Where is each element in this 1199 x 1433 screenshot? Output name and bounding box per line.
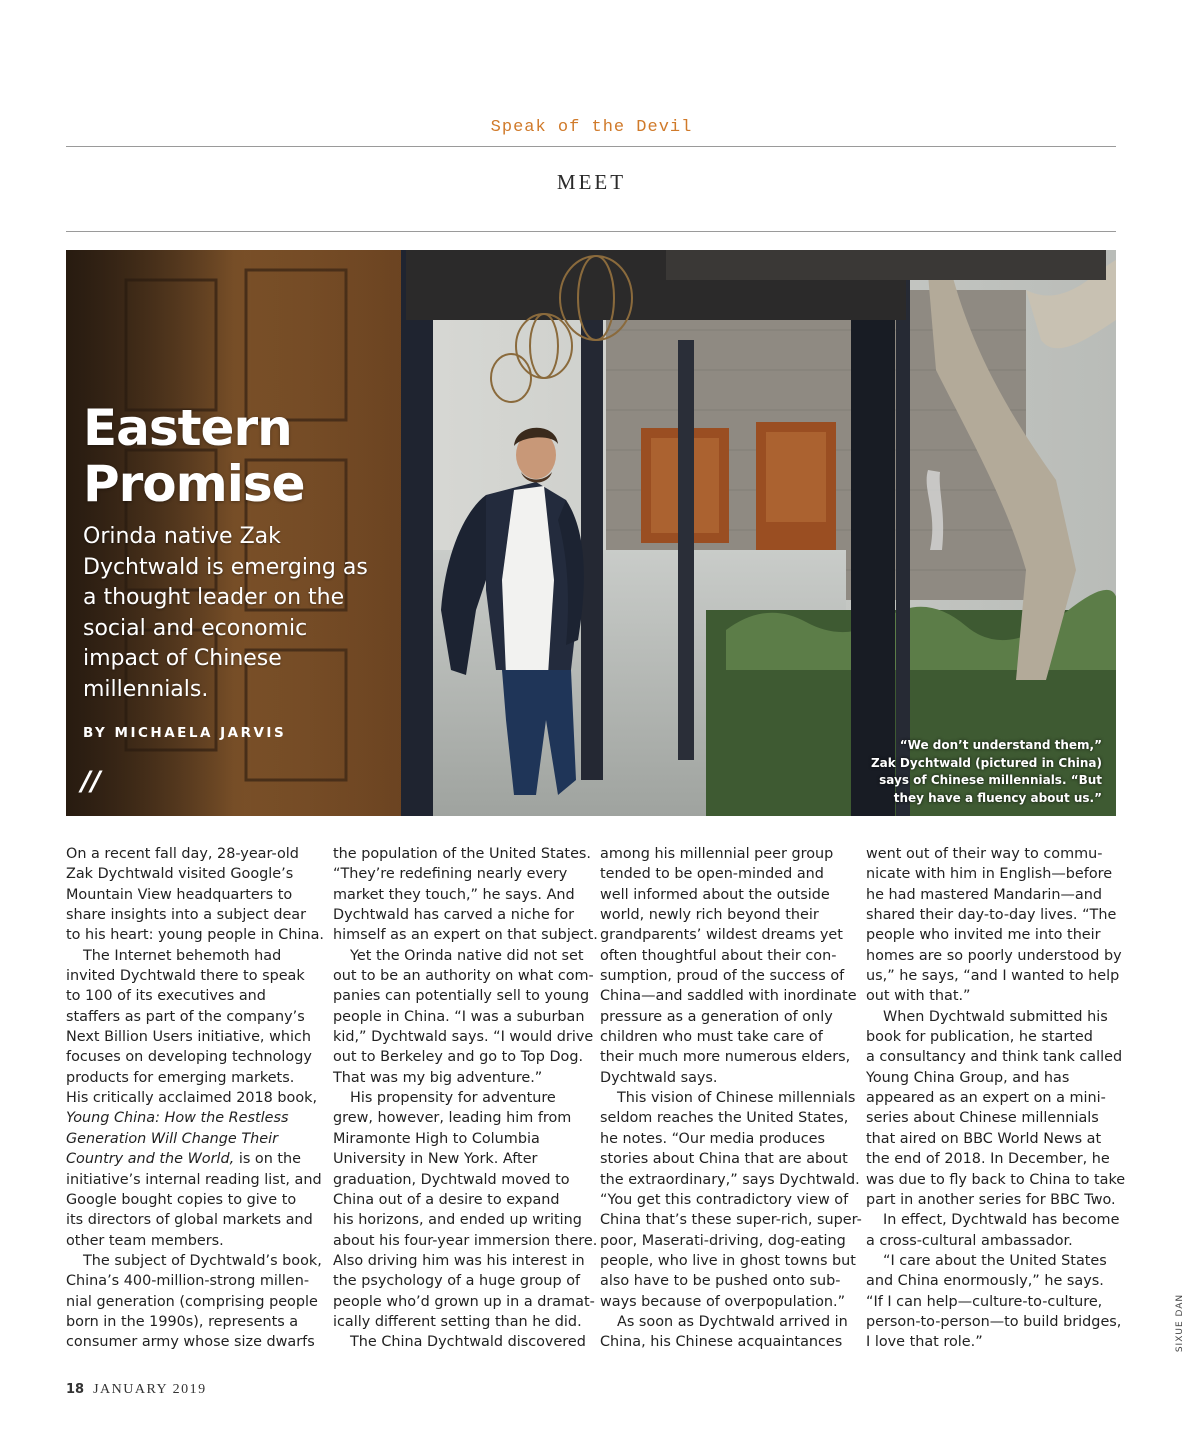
slash-mark: // xyxy=(81,766,101,797)
body-line: poor, Maserati-driving, dog-eating xyxy=(600,1232,846,1249)
body-line: grandparents’ wildest dreams yet xyxy=(600,927,843,944)
body-line: invited Dychtwald there to speak xyxy=(66,968,305,985)
body-line: grew, however, leading him from xyxy=(333,1110,572,1127)
body-line: children who must take care of xyxy=(600,1029,823,1046)
body-line: “If I can help—culture-to-culture, xyxy=(866,1293,1103,1310)
body-line: the end of 2018. In December, he xyxy=(866,1151,1110,1168)
body-line: ically different setting than he did. xyxy=(333,1313,582,1330)
body-line: Zak Dychtwald visited Google’s xyxy=(66,866,294,883)
book-title-line: Generation Will Change Their xyxy=(66,1130,279,1147)
body-line: people who’d grown up in a dramat- xyxy=(333,1293,595,1310)
body-line: their much more numerous elders, xyxy=(600,1049,851,1066)
body-line: appeared as an expert on a mini- xyxy=(866,1090,1106,1107)
body-line: homes are so poorly understood by xyxy=(866,947,1122,964)
body-line: Young China Group, and has xyxy=(866,1069,1070,1086)
body-line: out with that.” xyxy=(866,988,971,1005)
body-text: is on the xyxy=(234,1151,302,1168)
caption-line: Zak Dychtwald (pictured in China) xyxy=(870,755,1102,770)
body-line: University in New York. After xyxy=(333,1151,538,1168)
body-line: to 100 of its executives and xyxy=(66,988,266,1005)
body-column-3 xyxy=(600,844,862,1353)
body-column-4 xyxy=(866,844,1126,1353)
hero-photo xyxy=(66,250,1116,816)
caption-line: says of Chinese millennials. “But xyxy=(879,773,1102,787)
body-line: China—and saddled with inordinate xyxy=(600,988,857,1005)
byline: BY MICHAELA JARVIS xyxy=(83,725,287,741)
body-column-1 xyxy=(66,844,324,1353)
body-line: well informed about the outside xyxy=(600,886,830,903)
body-line: people in China. “I was a suburban xyxy=(333,1008,585,1025)
body-line: series about Chinese millennials xyxy=(866,1110,1099,1127)
body-line: focuses on developing technology xyxy=(66,1049,312,1066)
body-line: other team members. xyxy=(66,1232,224,1249)
body-line: book for publication, he started xyxy=(866,1029,1093,1046)
body-line: Miramonte High to Columbia xyxy=(333,1130,540,1147)
body-line: Yet the Orinda native did not set xyxy=(350,947,584,964)
body-line: about his four-year immersion there. xyxy=(333,1232,598,1249)
body-line: The China Dychtwald discovered xyxy=(350,1334,586,1351)
body-line: kid,” Dychtwald says. “I would drive xyxy=(333,1029,594,1046)
body-line: often thoughtful about their con- xyxy=(600,947,837,964)
photo-credit: SIXUE DAN xyxy=(1175,1293,1185,1353)
body-line: that aired on BBC World News at xyxy=(866,1130,1102,1147)
department-label: MEET xyxy=(556,170,627,194)
title-line: Eastern xyxy=(83,399,292,457)
body-line: its directors of global markets and xyxy=(66,1212,313,1229)
title-line: Promise xyxy=(83,455,305,513)
body-line: out to be an authority on what com- xyxy=(333,968,594,985)
body-line: China’s 400-million-strong millen- xyxy=(66,1273,310,1290)
body-line: His critically acclaimed 2018 book, xyxy=(66,1090,318,1107)
body-line: a cross-cultural ambassador. xyxy=(866,1232,1073,1249)
body-line: In effect, Dychtwald has become xyxy=(883,1212,1120,1229)
body-line: among his millennial peer group xyxy=(600,846,834,862)
body-line: shared their day-to-day lives. “The xyxy=(866,907,1117,924)
body-line: person-to-person—to build bridges, xyxy=(866,1313,1122,1330)
body-line: “They’re redefining nearly every xyxy=(333,866,568,883)
body-line: the psychology of a huge group of xyxy=(333,1273,581,1290)
book-title-line: Young China: How the Restless xyxy=(66,1110,289,1127)
body-line: This vision of Chinese millennials xyxy=(617,1090,856,1107)
body-line: seldom reaches the United States, xyxy=(600,1110,849,1127)
body-line: stories about China that are about xyxy=(600,1151,848,1168)
body-line: sumption, proud of the success of xyxy=(600,968,845,985)
page-number: 18 xyxy=(66,1382,85,1397)
body-line: Dychtwald says. xyxy=(600,1069,718,1086)
body-line xyxy=(66,1149,318,1169)
body-line: a consultancy and think tank called xyxy=(866,1049,1123,1066)
body-line: pressure as a generation of only xyxy=(600,1008,833,1025)
body-line: the population of the United States. xyxy=(333,846,591,862)
body-line: China out of a desire to expand xyxy=(333,1191,560,1208)
body-line: Next Billion Users initiative, which xyxy=(66,1029,311,1046)
body-line: also have to be pushed onto sub- xyxy=(600,1273,841,1290)
body-line: was due to fly back to China to take xyxy=(866,1171,1126,1188)
body-line: staffers as part of the company’s xyxy=(66,1008,305,1025)
caption-line: they have a fluency about us.” xyxy=(893,790,1102,805)
body-line: ways because of overpopulation.” xyxy=(600,1293,846,1310)
body-line: the extraordinary,” says Dychtwald. xyxy=(600,1171,860,1188)
body-line: us,” he says, “and I wanted to help xyxy=(866,968,1120,985)
body-line: That was my big adventure.” xyxy=(333,1069,543,1086)
body-line: consumer army whose size dwarfs xyxy=(66,1334,315,1351)
book-title-line: Country and the World, xyxy=(66,1151,235,1168)
body-column-2 xyxy=(333,844,598,1353)
page-footer xyxy=(66,1382,207,1398)
body-line: graduation, Dychtwald moved to xyxy=(333,1171,570,1188)
body-line: When Dychtwald submitted his xyxy=(883,1008,1108,1025)
header-rule-top xyxy=(66,146,1116,147)
body-line: I love that role.” xyxy=(866,1334,983,1351)
body-line: he had mastered Mandarin—and xyxy=(866,886,1102,903)
body-line: to his heart: young people in China. xyxy=(66,927,324,944)
section-label: Speak of the Devil xyxy=(490,118,693,137)
body-line: initiative’s internal reading list, and xyxy=(66,1171,322,1188)
body-line: part in another series for BBC Two. xyxy=(866,1191,1116,1208)
photo-caption xyxy=(862,737,1102,807)
body-line: his horizons, and ended up writing xyxy=(333,1212,582,1229)
body-line: On a recent fall day, 28-year-old xyxy=(66,846,299,862)
body-line: Mountain View headquarters to xyxy=(66,886,293,903)
body-line: As soon as Dychtwald arrived in xyxy=(617,1313,848,1330)
body-line: out to Berkeley and go to Top Dog. xyxy=(333,1049,584,1066)
body-line: nicate with him in English—before xyxy=(866,866,1113,883)
body-line: panies can potentially sell to young xyxy=(333,988,590,1005)
article-title xyxy=(83,400,305,512)
body-line: went out of their way to commu- xyxy=(866,846,1103,862)
body-line: born in the 1990s), represents a xyxy=(66,1313,299,1330)
body-line: Also driving him was his interest in xyxy=(333,1252,585,1269)
body-line: share insights into a subject dear xyxy=(66,907,307,924)
body-line: products for emerging markets. xyxy=(66,1069,295,1086)
body-line: he notes. “Our media produces xyxy=(600,1130,825,1147)
header-rule-bottom xyxy=(66,231,1116,232)
body-line: China that’s these super-rich, super- xyxy=(600,1212,862,1229)
issue-date: JANUARY 2019 xyxy=(93,1382,207,1397)
body-line: Dychtwald has carved a niche for xyxy=(333,907,575,924)
body-line: world, newly rich beyond their xyxy=(600,907,819,924)
body-line: “You get this contradictory view of xyxy=(600,1191,849,1208)
body-line: His propensity for adventure xyxy=(350,1090,556,1107)
body-line: “I care about the United States xyxy=(883,1252,1107,1269)
body-line: people, who live in ghost towns but xyxy=(600,1252,856,1269)
body-line: Google bought copies to give to xyxy=(66,1191,297,1208)
body-line: The subject of Dychtwald’s book, xyxy=(83,1252,322,1269)
body-line: market they touch,” he says. And xyxy=(333,886,575,903)
body-line: himself as an expert on that subject. xyxy=(333,927,598,944)
body-line: people who invited me into their xyxy=(866,927,1101,944)
caption-line: “We don’t understand them,” xyxy=(899,738,1102,752)
body-line: nial generation (comprising people xyxy=(66,1293,318,1310)
body-line: China, his Chinese acquaintances xyxy=(600,1334,843,1351)
article-dek: Orinda native Zak Dychtwald is emerging as a thought leader on the social and economic impact of Chinese millennials. xyxy=(83,524,368,702)
body-line: and China enormously,” he says. xyxy=(866,1273,1104,1290)
body-line: tended to be open-minded and xyxy=(600,866,824,883)
body-line: The Internet behemoth had xyxy=(83,947,282,964)
